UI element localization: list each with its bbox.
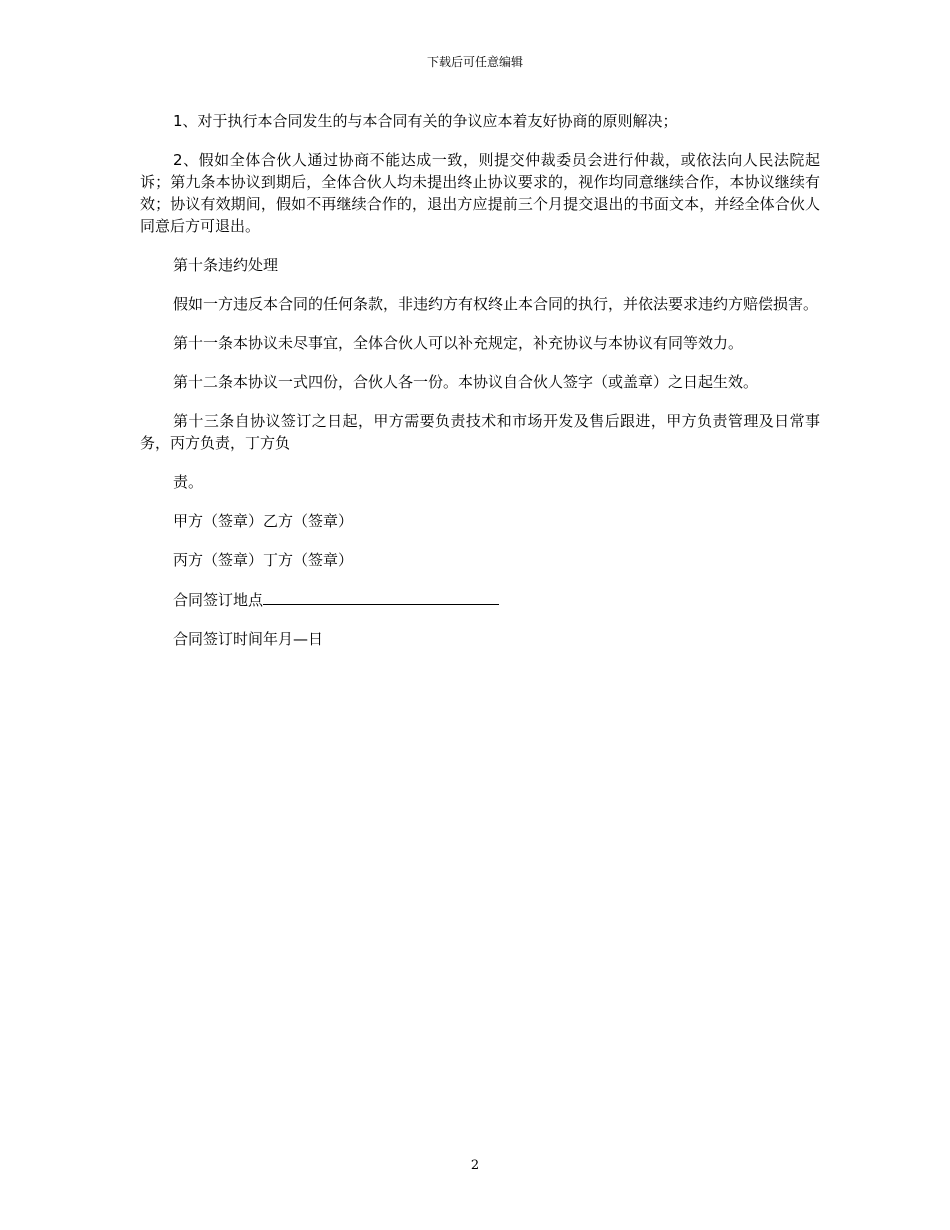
signing-date-row: 合同签订时间年月—日 [173, 630, 324, 648]
signing-place-row [140, 588, 820, 611]
clause-thirteen: 第十三条自协议签订之日起，甲方需要负责技术和市场开发及售后跟进，甲方负责管理及日常事务，丙方负责，丁方负 [140, 412, 820, 452]
signature-row-a-b: 甲方（签章）乙方（签章） [173, 512, 354, 530]
signature-row-c-d: 丙方（签章）丁方（签章） [173, 551, 354, 569]
section-heading-breach: 第十条违约处理 [173, 256, 279, 274]
clause-breach: 假如一方违反本合同的任何条款，非违约方有权终止本合同的执行，并依法要求违约方赔偿损害。 [173, 295, 819, 313]
clause-thirteen-continued: 责。 [173, 473, 204, 491]
page-header: 下载后可任意编辑 [426, 55, 523, 69]
clause-arbitration-renewal: 2、假如全体合伙人通过协商不能达成一致，则提交仲裁委员会进行仲裁，或依法向人民法院起诉；第九条本协议到期后，全体合伙人均未提出终止协议要求的，视作均同意继续合作，本协议继续有效；协议有效期间，假如不再继续合作的，退出方应提前三个月提交退出的书面文本，并经全体合伙人同意后方可退出。 [140, 151, 820, 235]
signing-place-blank [263, 588, 499, 605]
document-body [140, 110, 820, 667]
page-number: 2 [470, 1158, 480, 1173]
clause-dispute-negotiation: 1、对于执行本合同发生的与本合同有关的争议应本着友好协商的原则解决； [173, 112, 678, 130]
clause-twelve: 第十二条本协议一式四份，合伙人各一份。本协议自合伙人签字（或盖章）之日起生效。 [173, 373, 759, 391]
clause-eleven: 第十一条本协议未尽事宜，全体合伙人可以补充规定，补充协议与本协议有同等效力。 [173, 334, 744, 352]
signing-place-label: 合同签订地点 [173, 591, 264, 609]
